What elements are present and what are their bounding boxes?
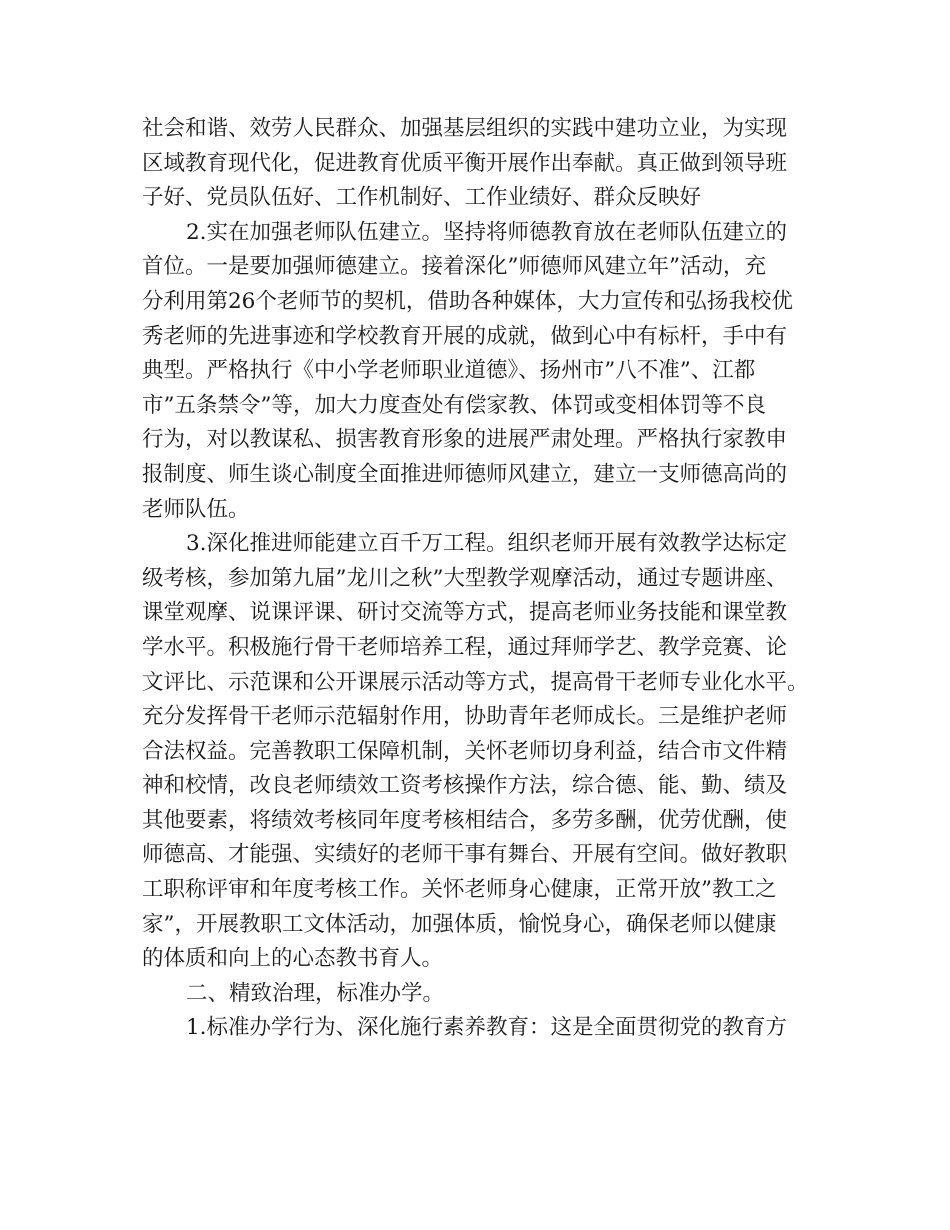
text-line: 工职称评审和年度考核工作。关怀老师身心健康，正常开放”教工之 (142, 877, 777, 903)
text-line: 师德高、才能强、实绩好的老师干事有舞台、开展有空间。做好教职 (142, 842, 788, 868)
body-text (142, 112, 832, 1046)
paragraph-start-line: 3.深化推进师能建立百千万工程。组织老师开展有效教学达标定 (186, 531, 788, 557)
text-line: 区域教育现代化，促进教育优质平衡开展作出奉献。真正做到领导班 (142, 150, 788, 176)
paragraph-start-line: 1.标准办学行为、深化施行素养教育：这是全面贯彻党的教育方 (186, 1015, 788, 1041)
text-line: 充分发挥骨干老师示范辐射作用，协助青年老师成长。三是维护老师 (142, 704, 788, 730)
text-line: 典型。严格执行《中小学老师职业道德》、扬州市”八不准”、江都 (142, 358, 756, 384)
text-line: 报制度、师生谈心制度全面推进师德师风建立，建立一支师德高尚的 (142, 461, 788, 487)
text-line: 行为，对以教谋私、损害教育形象的进展严肃处理。严格执行家教申 (142, 427, 788, 453)
text-line: 子好、党员队伍好、工作机制好、工作业绩好、群众反映好 (142, 185, 702, 211)
text-line: 秀老师的先进事迹和学校教育开展的成就，做到心中有标杆，手中有 (142, 323, 788, 349)
text-line: 市”五条禁令”等，加大力度查处有偿家教、体罚或变相体罚等不良 (142, 392, 766, 418)
text-line: 家”，开展教职工文体活动，加强体质，愉悦身心，确保老师以健康 (142, 911, 777, 937)
text-line: 老师队伍。 (142, 496, 250, 522)
text-line: 社会和谐、效劳人民群众、加强基层组织的实践中建功立业，为实现 (142, 116, 788, 141)
text-line: 其他要素，将绩效考核同年度考核相结合，多劳多酬，优劳优酬，使 (142, 807, 788, 833)
text-line: 课堂观摩、说课评课、研讨交流等方式，提高老师业务技能和课堂教 (142, 600, 788, 626)
text-line: 文评比、示范课和公开课展示活动等方式，提高骨干老师专业化水平。 (142, 669, 809, 695)
paragraph-start-line: 2.实在加强老师队伍建立。坚持将师德教育放在老师队伍建立的 (186, 219, 788, 245)
text-line: 分利用第26个老师节的契机，借助各种媒体，大力宣传和弘扬我校优 (142, 288, 793, 314)
text-line: 级考核，参加第九届”龙川之秋”大型教学观摩活动，通过专题讲座、 (142, 565, 788, 591)
text-line: 神和校情，改良老师绩效工资考核操作方法，综合德、能、勤、绩及 (142, 773, 788, 799)
text-line: 的体质和向上的心态教书育人。 (142, 946, 444, 972)
text-line: 首位。一是要加强师德建立。接着深化”师德师风建立年”活动，充 (142, 254, 766, 280)
text-line: 学水平。积极施行骨干老师培养工程，通过拜师学艺、教学竞赛、论 (142, 634, 788, 660)
text-line: 合法权益。完善教职工保障机制，关怀老师切身利益，结合市文件精 (142, 738, 788, 764)
section-heading: 二、精致治理，标准办学。 (186, 980, 445, 1006)
